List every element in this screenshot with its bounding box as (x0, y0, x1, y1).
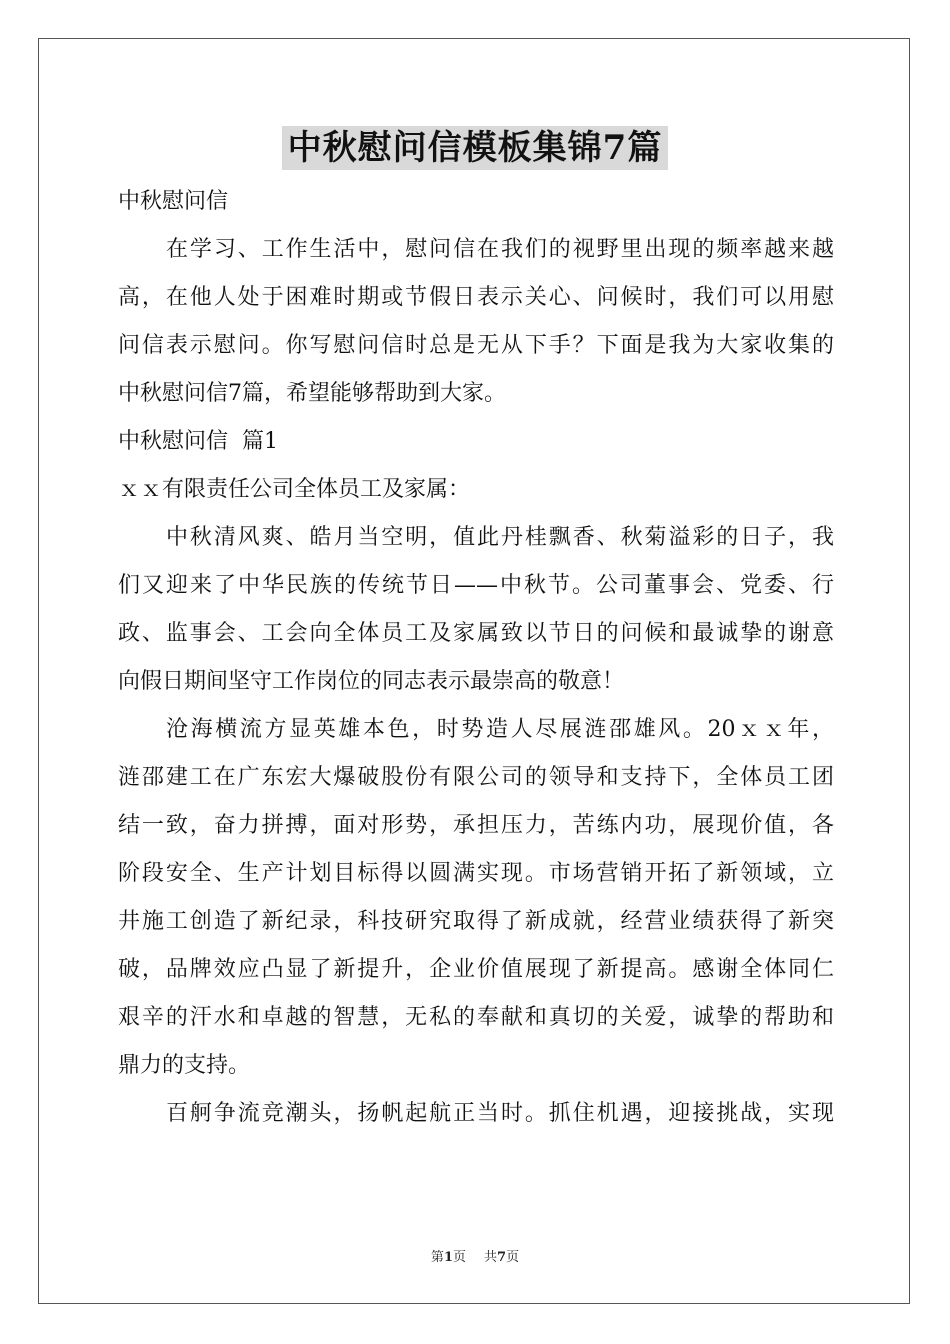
paragraph-line: 问信表示慰问。你写慰问信时总是无从下手？下面是我为大家收集的 (118, 333, 834, 358)
paragraph-line: 结一致，奋力拼搏，面对形势，承担压力，苦练内功，展现价值，各 (118, 813, 834, 838)
page-footer (0, 1246, 950, 1265)
letter-salutation: ｘｘ有限责任公司全体员工及家属： (118, 477, 471, 502)
paragraph-line: 鼎力的支持。 (118, 1053, 251, 1078)
paragraph-line: 涟邵建工在广东宏大爆破股份有限公司的领导和支持下，全体员工团 (118, 765, 834, 790)
paragraph-line: 中秋清风爽、皓月当空明，值此丹桂飘香、秋菊溢彩的日子，我 (166, 525, 834, 550)
footer-total-prefix: 共 (484, 1250, 498, 1265)
footer-page-total: 7 (497, 1250, 507, 1265)
paragraph-line: 阶段安全、生产计划目标得以圆满实现。市场营销开拓了新领域，立 (118, 861, 834, 886)
footer-total-suffix: 页 (506, 1250, 520, 1265)
paragraph-line: 政、监事会、工会向全体员工及家属致以节日的问候和最诚挚的谢意 (118, 621, 834, 646)
section-heading: 中秋慰问信 篇1 (118, 429, 278, 454)
paragraph-line: 沧海横流方显英雄本色，时势造人尽展涟邵雄风。20ｘｘ年， (166, 717, 834, 742)
paragraph-line: 井施工创造了新纪录，科技研究取得了新成就，经营业绩获得了新突 (118, 909, 834, 934)
section-heading: 中秋慰问信 (118, 189, 229, 214)
paragraph-line: 百舸争流竞潮头，扬帆起航正当时。抓住机遇，迎接挑战，实现 (166, 1101, 834, 1126)
paragraph-line: 破，品牌效应凸显了新提升，企业价值展现了新提高。感谢全体同仁 (118, 957, 834, 982)
paragraph-line: 在学习、工作生活中，慰问信在我们的视野里出现的频率越来越 (166, 237, 834, 262)
footer-page-mid: 页 (452, 1250, 466, 1265)
document-title: 中秋慰问信模板集锦7篇 (282, 126, 669, 170)
paragraph-line: 中秋慰问信7篇，希望能够帮助到大家。 (118, 381, 506, 406)
footer-page-prefix: 第 (430, 1250, 444, 1265)
title-container (0, 126, 950, 170)
document-body (118, 178, 834, 1138)
paragraph-line: 向假日期间坚守工作岗位的同志表示最崇高的敬意！ (118, 669, 625, 694)
paragraph-line: 们又迎来了中华民族的传统节日——中秋节。公司董事会、党委、行 (118, 573, 834, 598)
paragraph-line: 艰辛的汗水和卓越的智慧，无私的奉献和真切的关爱，诚挚的帮助和 (118, 1005, 834, 1030)
paragraph-line: 高，在他人处于困难时期或节假日表示关心、问候时，我们可以用慰 (118, 285, 834, 310)
footer-page-current: 1 (443, 1250, 453, 1265)
